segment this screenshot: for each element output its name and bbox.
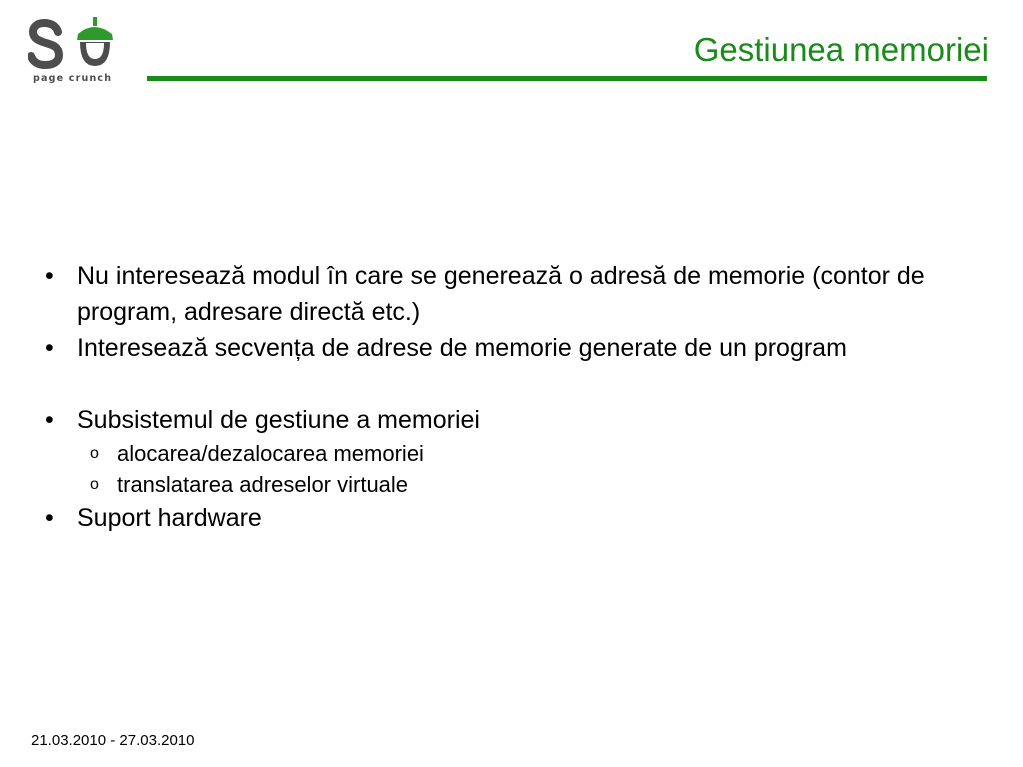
bullet-marker: • [45,406,54,434]
bullet-marker: • [45,334,54,362]
sub-bullet-marker: o [90,476,99,493]
sub-bullet-item [40,438,990,469]
bullet-item [40,402,990,438]
logo-tagline: page crunch [33,73,113,84]
sub-bullet-text: translatarea adreselor virtuale [117,472,409,497]
bullet-item [40,330,990,366]
bullet-text: Subsistemul de gestiune a memoriei [77,406,480,434]
bullet-spacer [40,366,990,402]
footer-date-range: 21.03.2010 - 27.03.2010 [31,732,195,749]
slide-content [40,258,990,536]
page-crunch-logo [28,12,120,86]
bullet-text: Suport hardware [77,504,262,532]
acorn-icon [77,17,113,66]
sub-bullet-item [40,469,990,500]
bullet-marker: • [45,262,54,290]
bullet-item [40,500,990,536]
logo-s-letter [31,23,59,65]
sub-bullet-marker: o [90,445,99,462]
sub-bullet-text: alocarea/dezalocarea memoriei [117,441,424,466]
bullet-text: Nu interesează modul în care se generează o adresă de memorie (contor de program, adresare directă etc.) [77,262,925,326]
slide-title: Gestiunea memoriei [693,31,989,68]
title-underline [147,76,987,81]
bullet-item [40,258,990,330]
bullet-marker: • [45,504,54,532]
bullet-text: Interesează secvența de adrese de memorie generate de un program [77,334,847,362]
